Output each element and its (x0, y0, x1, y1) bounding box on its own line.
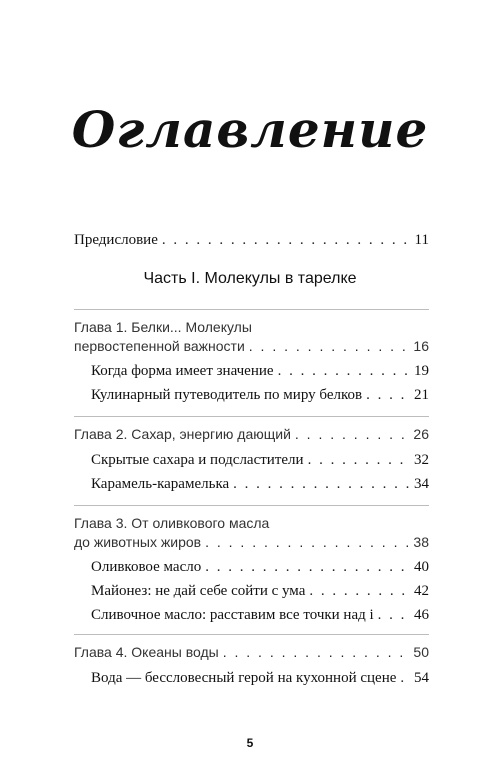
toc-page-number: 46 (414, 607, 429, 623)
toc-entry-section[interactable] (91, 558, 429, 576)
dot-leader (366, 386, 410, 404)
toc-entry-label: Сливочное масло: расставим все точки над i (91, 607, 374, 623)
toc-entry-chapter4[interactable] (74, 643, 429, 661)
toc-entry-label: Карамель-карамелька (91, 476, 230, 492)
toc-entry-section[interactable] (91, 386, 429, 404)
toc-entry-label: Майонез: не дай себе сойти с ума (91, 583, 306, 599)
chapter-title-line1: Глава 1. Белки... Молекулы (74, 319, 252, 335)
toc-entry-section[interactable] (91, 582, 429, 600)
toc-page-number: 54 (414, 670, 429, 686)
toc-entry-label: Оливковое масло (91, 559, 202, 575)
toc-page-number: 42 (414, 583, 429, 599)
toc-page-number: 32 (414, 452, 429, 468)
toc-entry-label: Глава 2. Сахар, энергию дающий (74, 426, 291, 442)
toc-entry-section[interactable] (91, 475, 429, 493)
toc-page-number: 38 (413, 534, 429, 550)
toc-entry-label: Вода — бессловесный герой на кухонной сцене (91, 670, 397, 686)
divider (74, 634, 429, 635)
toc-entry-label: Кулинарный путеводитель по миру белков (91, 387, 363, 403)
toc-entry-label: Когда форма имеет значение (91, 363, 274, 379)
toc-page-number: 40 (414, 559, 429, 575)
dot-leader (223, 643, 410, 661)
dot-leader (400, 669, 410, 687)
toc-entry-label: Скрытые сахара и подсластители (91, 452, 304, 468)
dot-leader (233, 475, 410, 493)
toc-entry-section[interactable] (91, 606, 429, 624)
dot-leader (378, 606, 410, 624)
toc-entry-chapter1[interactable] (74, 337, 429, 355)
dot-leader (278, 362, 410, 380)
toc-page-number: 19 (414, 363, 429, 379)
divider (74, 505, 429, 506)
toc-page-number: 16 (413, 338, 429, 354)
toc-entry-chapter2[interactable] (74, 425, 429, 443)
toc-entry-label: первостепенной важности (74, 338, 245, 354)
toc-entry-section[interactable] (91, 362, 429, 380)
dot-leader (309, 582, 410, 600)
dot-leader (249, 337, 410, 355)
chapter-title-line1: Глава 3. От оливкового масла (74, 515, 270, 531)
toc-entry-preface[interactable] (74, 231, 429, 249)
page-number: 5 (246, 736, 254, 750)
divider (74, 416, 429, 417)
toc-entry-chapter3[interactable] (74, 533, 429, 551)
dot-leader (205, 533, 409, 551)
part-heading: Часть I. Молекулы в тарелке (143, 270, 357, 287)
toc-entry-section[interactable] (91, 451, 429, 469)
page-title: Оглавление (71, 100, 429, 159)
toc-entry-label: Предисловие (74, 232, 158, 248)
toc-page-number: 50 (413, 644, 429, 660)
dot-leader (162, 231, 411, 249)
dot-leader (308, 451, 410, 469)
toc-page-number: 26 (413, 426, 429, 442)
toc-page-number: 34 (414, 476, 429, 492)
divider (74, 309, 429, 310)
toc-entry-label: Глава 4. Океаны воды (74, 644, 219, 660)
dot-leader (295, 425, 410, 443)
dot-leader (205, 558, 410, 576)
toc-page-number: 11 (414, 232, 429, 248)
toc-page-number: 21 (414, 387, 429, 403)
toc-entry-section[interactable] (91, 669, 429, 687)
toc-entry-label: до животных жиров (74, 534, 202, 550)
